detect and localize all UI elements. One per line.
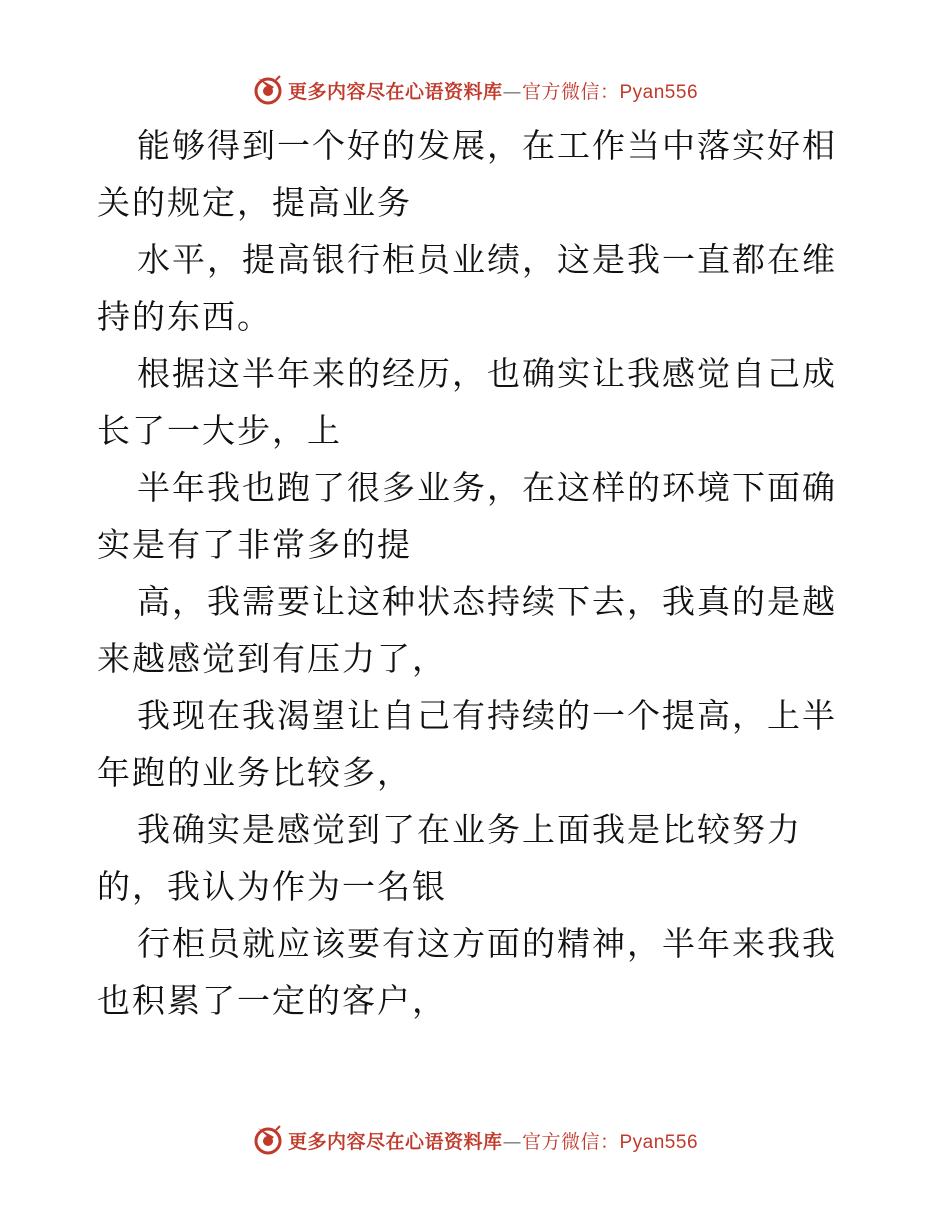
footer-banner-id: Pyan556 [619,1131,699,1153]
paragraph: 行柜员就应该要有这方面的精神，半年来我我也积累了一定的客户， [97,924,837,1020]
header-banner-main: 更多内容尽在心语资料库 [287,80,503,103]
paragraph: 能够得到一个好的发展，在工作当中落实好相关的规定，提高业务 [97,126,837,222]
footer-banner-separator: — [502,1130,522,1153]
header-banner [0,70,950,110]
paragraph: 我现在我渴望让自己有持续的一个提高，上半年跑的业务比较多， [97,696,837,792]
paragraph: 水平，提高银行柜员业绩，这是我一直都在维持的东西。 [97,240,837,336]
header-banner-wechat: 官方微信： [521,80,620,103]
footer-banner-main: 更多内容尽在心语资料库 [287,1130,503,1153]
paragraph: 根据这半年来的经历，也确实让我感觉自己成长了一大步，上 [97,354,837,450]
paragraph: 半年我也跑了很多业务，在这样的环境下面确实是有了非常多的提 [97,468,837,564]
footer-banner-wechat: 官方微信： [521,1130,620,1153]
header-banner-id: Pyan556 [619,81,699,103]
header-banner-separator: — [502,80,522,103]
paragraph: 高，我需要让这种状态持续下去，我真的是越来越感觉到有压力了， [97,582,837,678]
document-body [97,117,857,1029]
quill-seal-icon [252,74,284,106]
paragraph: 我确实是感觉到了在业务上面我是比较努力的，我认为作为一名银 [97,810,802,906]
quill-seal-icon [252,1124,284,1156]
footer-banner-text [288,1127,698,1154]
header-banner-text [288,77,698,104]
footer-banner [0,1120,950,1160]
